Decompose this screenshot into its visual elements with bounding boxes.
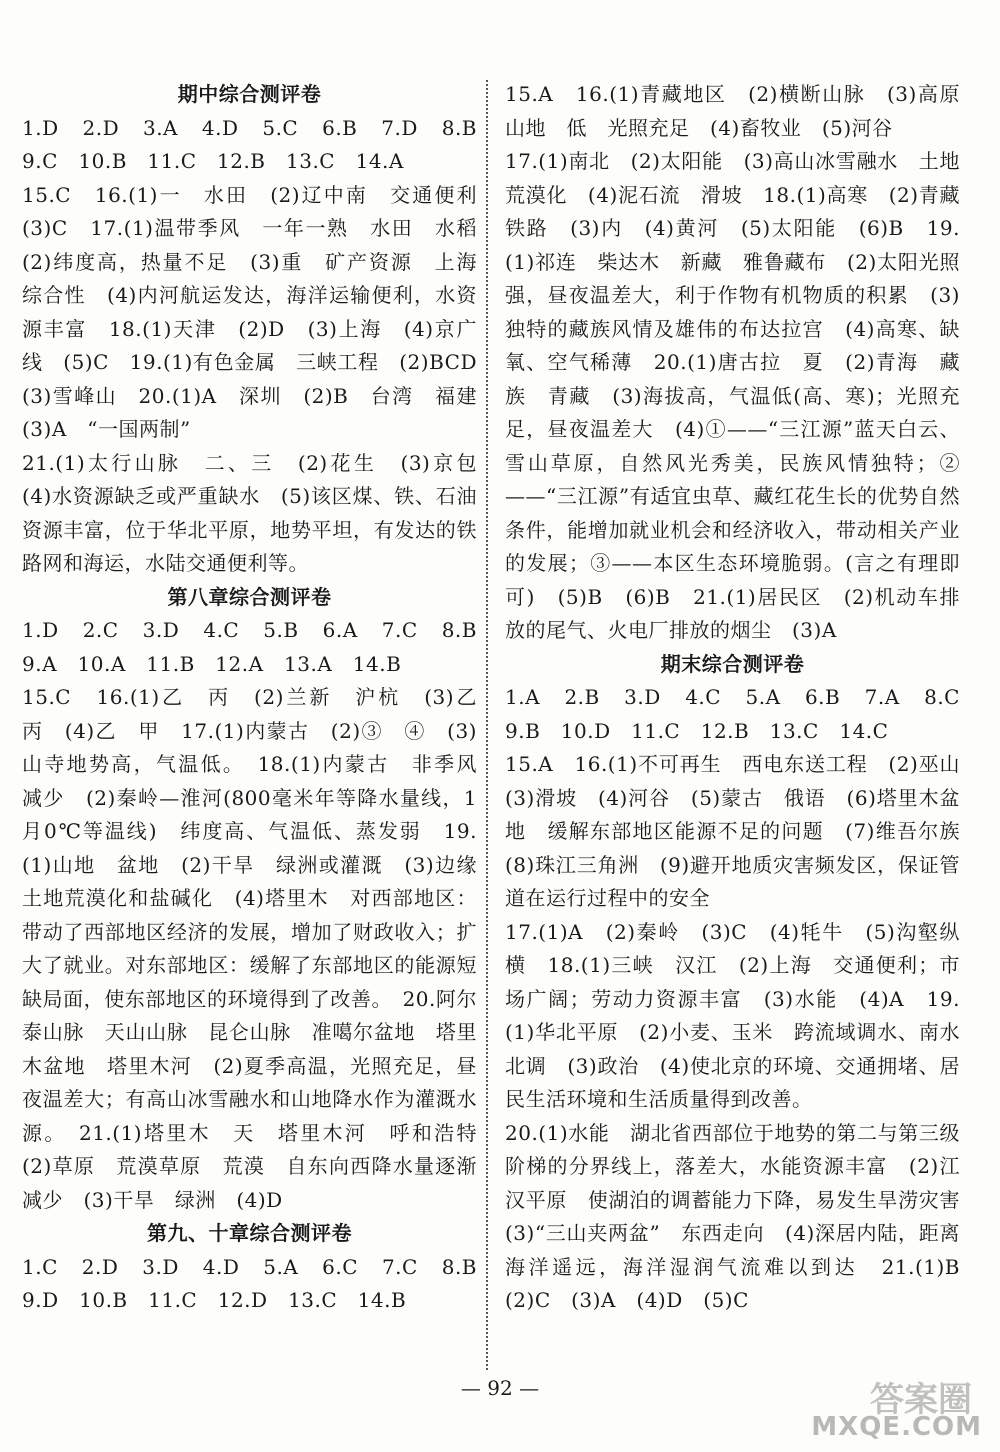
answer-paragraph: 15.A 16.(1)不可再生 西电东送工程 (2)巫山 (3)滑坡 (4)河谷 (5)蒙古 俄语 (6)塔里木盆地 缓解东部地区能源不足的问题 (7)维吾尔族 (8)珠江三角洲 (9)避开地质灾害频发区，保证管道在运行过程中的安全 [505, 752, 981, 910]
section-title-chapter8: 第八章综合测评卷 [167, 584, 332, 609]
answer-paragraph: 17.(1)南北 (2)太阳能 (3)高山冰雪融水 土地荒漠化 (4)泥石流 滑坡 18.(1)高寒 (2)青藏铁路 (3)内 (4)黄河 (5)太阳能 (6)B 19.(1)祁连 柴达木 新藏 雅鲁藏布 (2)太阳光照强，昼夜温差大，利于作物有机物质的积累 (3)独特的藏族风情及雄伟的布达拉宫 (4)高寒、缺氧、空气稀薄 20.(1)唐古拉 夏 (2)青海 藏族 青藏 (3)海拔高，气温低(高、寒)；光照充足，昼夜温差大 (4)①——“三江源”蓝天白云、雪山草原，自然风光秀美，民族风情独特；②——“三江源”有适宜虫草、藏红花生长的优势自然条件，能增加就业机会和经济收入，带动相关产业的发展；③——本区生态环境脆弱。(言之有理即可) (5)B (6)B 21.(1)居民区 (2)机动车排放的尾气、火电厂排放的烟尘 (3)A [505, 149, 960, 642]
watermark [811, 1372, 982, 1442]
answer-paragraph: 21.(1)太行山脉 二、三 (2)花生 (3)京包 (4)水资源缺乏或严重缺水 (5)该区煤、铁、石油资源丰富，位于华北平原，地势平坦，有发达的铁路网和海运，水陆交通便利等。 [22, 450, 498, 575]
answer-paragraph: 1.D 2.C 3.D 4.C 5.B 6.A 7.C 8.B 9.A 10.A 11.B 12.A 13.A 14.B [22, 618, 498, 676]
page-number: — 92 — [460, 1376, 540, 1400]
section-title-chapter9-10: 第九、十章综合测评卷 [147, 1221, 352, 1245]
answer-paragraph: 15.A 16.(1)青藏地区 (2)横断山脉 (3)高原山地 低 光照充足 (4)畜牧业 (5)河谷 [505, 82, 960, 140]
answer-paragraph: 1.D 2.D 3.A 4.D 5.C 6.B 7.D 8.B 9.C 10.B 11.C 12.B 13.C 14.A [22, 115, 498, 173]
left-column [22, 78, 498, 1318]
section-title-final: 期末综合测评卷 [660, 651, 805, 676]
section-title-midterm: 期中综合测评卷 [177, 82, 322, 106]
column-divider [486, 80, 488, 1370]
answer-paragraph: 20.(1)水能 湖北省西部位于地势的第二与第三级阶梯的分界线上，落差大，水能资源丰富 (2)江汉平原 使湖泊的调蓄能力下降，易发生旱涝灾害 (3)“三山夹两盆” 东西走向 (4)深居内陆，距离海洋遥远，海洋湿润气流难以到达 21.(1)B (2)C (3)A (4)D (5)C [505, 1120, 981, 1312]
right-column [505, 78, 981, 1318]
answer-paragraph: 17.(1)A (2)秦岭 (3)C (4)牦牛 (5)沟壑纵横 18.(1)三峡 汉江 (2)上海 交通便利；市场广阔；劳动力资源丰富 (3)水能 (4)A 19.(1)华北平原 (2)小麦、玉米 跨流域调水、南水北调 (3)政治 (4)使北京的环境、交通拥堵、居民生活环境和生活质量得到改善。 [505, 919, 960, 1111]
watermark-logo: 答案圈 [870, 1380, 972, 1420]
answer-paragraph: 1.C 2.D 3.D 4.D 5.A 6.C 7.C 8.B 9.D 10.B 11.C 12.D 13.C 14.B [22, 1254, 498, 1312]
watermark-text: MXQE.COM [811, 1412, 982, 1442]
answer-paragraph: 15.C 16.(1)一 水田 (2)辽中南 交通便利 (3)C 17.(1)温带季风 一年一熟 水田 水稻 (2)纬度高，热量不足 (3)重 矿产资源 上海 综合性 (4)内河航运发达，海洋运输便利，水资源丰富 18.(1)天津 (2)D (3)上海 (4)京广线 (5)C 19.(1)有色金属 三峡工程 (2)BCD (3)雪峰山 20.(1)A 深圳 (2)B 台湾 福建 (3)A “一国两制” [22, 182, 498, 441]
answer-paragraph: 1.A 2.B 3.D 4.C 5.A 6.B 7.A 8.C 9.B 10.D 11.C 12.B 13.C 14.C [505, 685, 981, 743]
answer-paragraph: 15.C 16.(1)乙 丙 (2)兰新 沪杭 (3)乙 丙 (4)乙 甲 17.(1)内蒙古 (2)③ ④ (3)山寺地势高，气温低。 18.(1)内蒙古 非季风 减少 (2)秦岭—淮河(800毫米年等降水量线，1月0℃等温线) 纬度高、气温低、蒸发弱 19.(1)山地 盆地 (2)干旱 绿洲或灌溉 (3)边缘 土地荒漠化和盐碱化 (4)塔里木 对西部地区：带动了西部地区经济的发展，增加了财政收入；扩大了就业。对东部地区：缓解了东部地区的能源短缺局面，使东部地区的环境得到了改善。 20.阿尔泰山脉 天山山脉 昆仑山脉 准噶尔盆地 塔里木盆地 塔里木河 (2)夏季高温，光照充足，昼夜温差大；有高山冰雪融水和山地降水作为灌溉水源。 21.(1)塔里木 天 塔里木河 呼和浩特 (2)草原 荒漠草原 荒漠 自东向西降水量逐渐减少 (3)干旱 绿洲 (4)D [22, 685, 498, 1212]
